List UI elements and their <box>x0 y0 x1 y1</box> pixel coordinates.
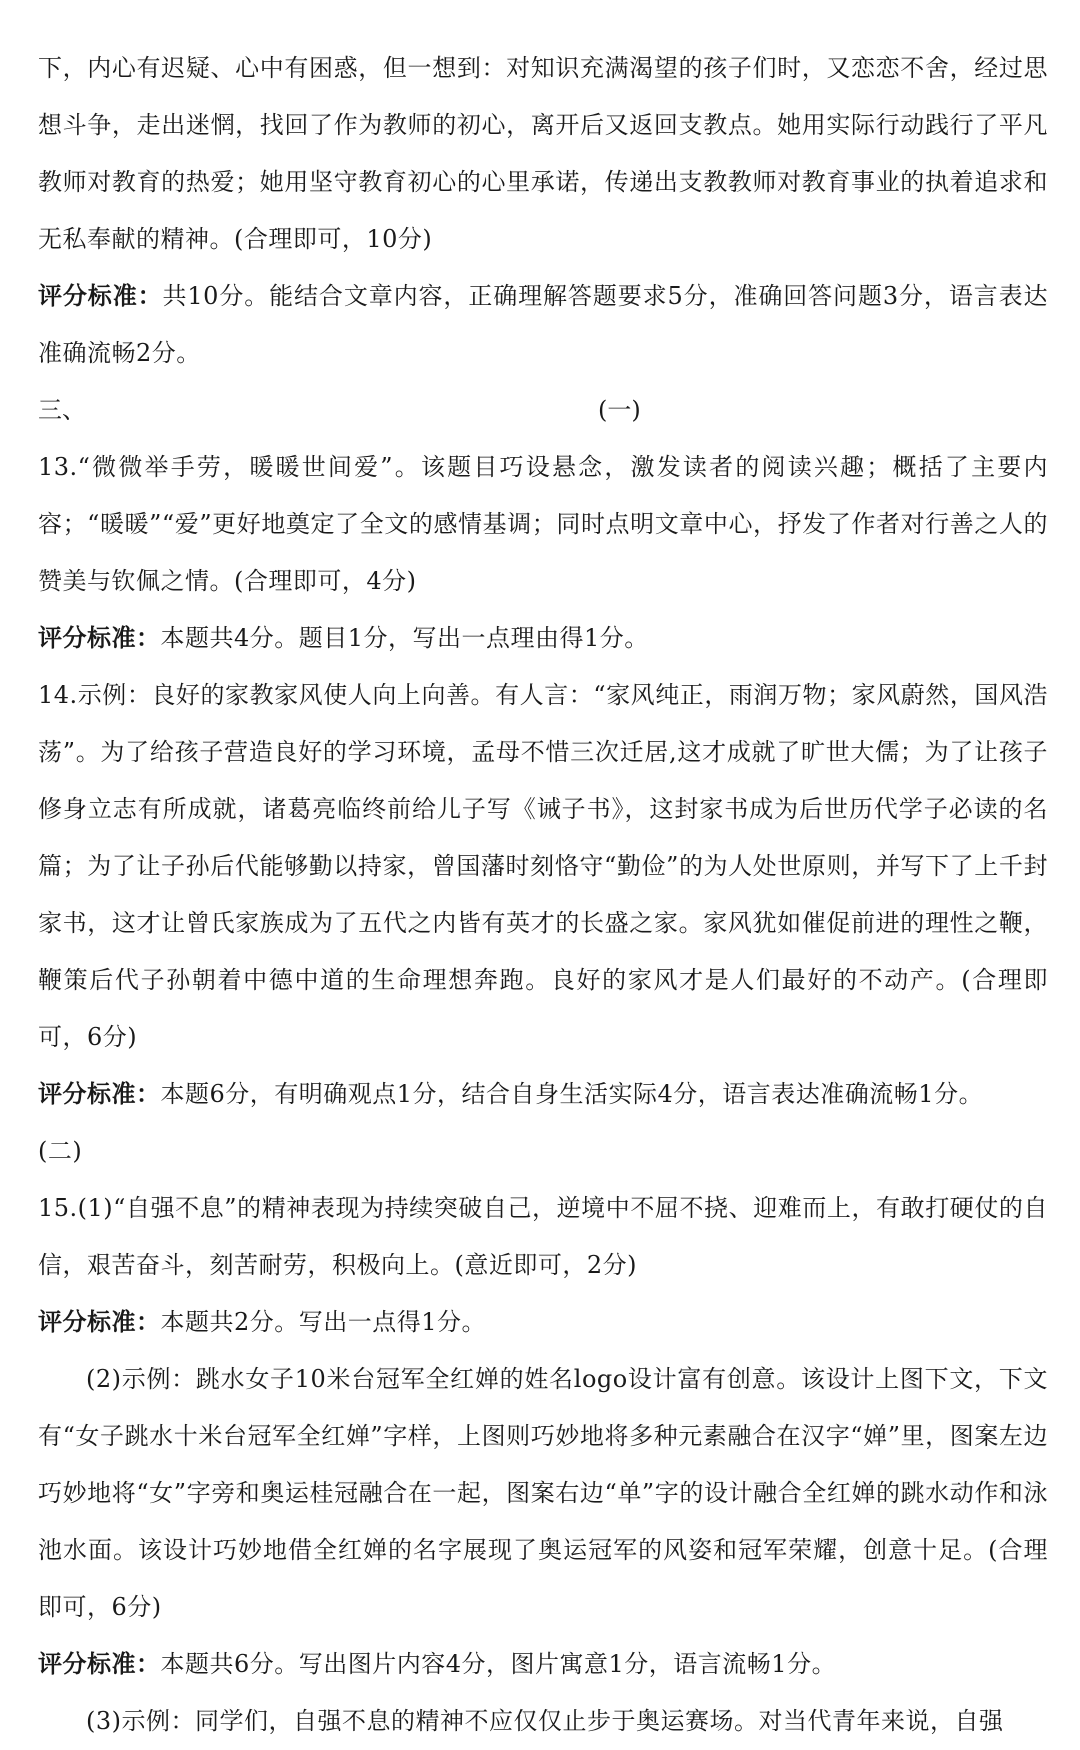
criteria-text: 本题共2分。写出一点得1分。 <box>160 1308 487 1336</box>
criteria-label: 评分标准： <box>38 1080 161 1108</box>
criteria-label: 评分标准： <box>38 1650 161 1678</box>
grading-criteria-12 <box>38 268 1048 382</box>
criteria-label: 评分标准： <box>38 282 163 310</box>
answer-15-3: (3)示例：同学们，自强不息的精神不应仅仅止步于奥运赛场。对当代青年来说，自强 <box>86 1707 1004 1735</box>
criteria-label: 评分标准： <box>38 624 161 652</box>
answer-14: 14.示例：良好的家教家风使人向上向善。有人言：“家风纯正，雨润万物；家风蔚然，国风浩荡”。为了给孩子营造良好的学习环境，孟母不惜三次迁居,这才成就了旷世大儒；为了让孩子修身立志有所成就，诸葛亮临终前给儿子写《诫子书》，这封家书成为后世历代学子必读的名篇；为了让子孙后代能够勤以持家，曾国藩时刻恪守“勤俭”的为人处世原则，并写下了上千封家书，这才让曾氏家族成为了五代之内皆有英才的长盛之家。家风犹如催促前进的理性之鞭，鞭策后代子孙朝着中德中道的生命理想奔跑。良好的家风才是人们最好的不动产。(合理即可，6分) <box>38 681 1048 1051</box>
criteria-text: 本题共4分。题目1分，写出一点理由得1分。 <box>160 624 649 652</box>
answer-paragraph-12-continued: 下，内心有迟疑、心中有困惑，但一想到：对知识充满渴望的孩子们时，又恋恋不舍，经过思想斗争，走出迷惘，找回了作为教师的初心，离开后又返回支教点。她用实际行动践行了平凡教师对教育的热爱；她用坚守教育初心的心里承诺，传递出支教教师对教育事业的执着追求和无私奉献的精神。(合理即可，10分) <box>38 54 1048 253</box>
grading-criteria-15-1 <box>38 1294 1048 1351</box>
subsection-two: (二) <box>38 1137 83 1165</box>
grading-criteria-14 <box>38 1066 1048 1123</box>
section-number: 三、 <box>38 396 86 424</box>
criteria-text: 共10分。能结合文章内容，正确理解答题要求5分，准确回答问题3分，语言表达准确流畅2分。 <box>38 282 1049 367</box>
subsection-one: (一) <box>598 396 641 424</box>
answer-15-1: 15.(1)“自强不息”的精神表现为持续突破自己，逆境中不屈不挠、迎难而上，有敢打硬仗的自信，艰苦奋斗，刻苦耐劳，积极向上。(意近即可，2分) <box>38 1194 1048 1279</box>
answer-13: 13.“微微举手劳，暖暖世间爱”。该题目巧设悬念，激发读者的阅读兴趣；概括了主要内容；“暖暖”“爱”更好地奠定了全文的感情基调；同时点明文章中心，抒发了作者对行善之人的赞美与钦佩之情。(合理即可，4分) <box>38 453 1048 595</box>
answer-15-2: (2)示例：跳水女子10米台冠军全红婵的姓名logo设计富有创意。该设计上图下文，下文有“女子跳水十米台冠军全红婵”字样，上图则巧妙地将多种元素融合在汉字“婵”里，图案左边巧妙地将“女”字旁和奥运桂冠融合在一起，图案右边“单”字的设计融合全红婵的跳水动作和泳池水面。该设计巧妙地借全红婵的名字展现了奥运冠军的风姿和冠军荣耀，创意十足。(合理即可，6分) <box>38 1365 1048 1621</box>
grading-criteria-13 <box>38 610 1048 667</box>
section-heading-three <box>38 382 1048 439</box>
criteria-text: 本题6分，有明确观点1分，结合自身生活实际4分，语言表达准确流畅1分。 <box>160 1080 984 1108</box>
answer-key-page <box>38 40 1048 1750</box>
criteria-label: 评分标准： <box>38 1308 161 1336</box>
criteria-text: 本题共6分。写出图片内容4分，图片寓意1分，语言流畅1分。 <box>160 1650 837 1678</box>
grading-criteria-15-2 <box>38 1636 1048 1693</box>
